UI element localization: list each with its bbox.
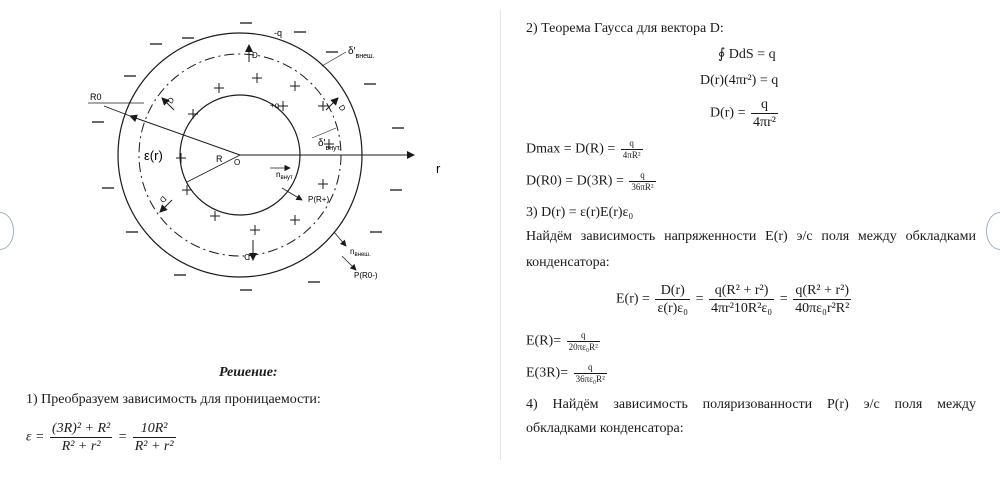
eq1-frac1 [50,420,112,455]
ER-formula [526,330,602,353]
E3R-frac [574,362,607,385]
Er-f2-num: q(R² + r²) [709,282,774,300]
dmax-den: 4πR² [622,150,641,160]
dr0-den: 36πR² [631,182,654,192]
pos-q-label: +q [270,101,280,110]
gauss3-num: q [751,96,778,114]
dr0-lhs: D(R0) = D(3R) = [526,173,624,189]
O-label: O [234,158,241,167]
gauss-eq3 [710,96,780,131]
n-inner-label: $n_{внут}$ [276,170,293,181]
Er-f3-num: q(R² + r²) [793,282,851,300]
delta-outer-leader [322,52,346,66]
E3R-lhs: E(3R)= [526,365,569,381]
find-P-line1: 4) Найдём зависимость поляризованности P(r) э/с поля между [526,397,976,412]
gauss3-frac [751,96,778,131]
D-label-upperleft: D [165,95,177,106]
step3-text: 3) D(r) = ε(r)E(r)ε₀ [526,205,634,220]
D-label-upperright: D [336,103,348,113]
D-label-bottom: D [244,252,250,261]
R0-label: R0 [90,92,102,102]
eq1-formula [26,420,178,455]
eq1-lhs: ε = [26,429,45,445]
eq1-frac2 [133,420,176,455]
dmax-formula [526,138,645,161]
D-label-top: D [252,51,258,60]
capacitor-diagram [64,20,494,320]
n-outer-arrow [334,232,346,246]
R-label: R [216,154,223,164]
right-page [520,0,980,477]
ER-lhs: E(R)= [526,333,562,349]
P-R0-label: P(R0-) [354,271,378,280]
n-outer-label: $n_{внеш.}$ [350,247,371,258]
dmax-num: q [621,138,643,150]
find-P-line2: обкладками конденсатора: [526,421,684,436]
dr0-frac [629,170,655,193]
E3R-formula [526,362,609,385]
dmax-frac [621,138,643,161]
E3R-den: 36πε₀R² [575,374,605,384]
gauss3-den: 4πr² [753,115,776,130]
prev-page-button[interactable] [0,212,14,250]
eq1-den2: R² + r² [134,439,174,454]
Er-f1-den: ε(r)ε₀ [657,301,689,316]
find-E-line2: конденсатора: [526,255,610,270]
next-page-button[interactable] [986,212,1000,250]
gauss-eq1: ∮ DdS = q [718,47,776,62]
step1-text: 1) Преобразуем зависимость для проницаемости: [26,392,321,407]
dr0-formula [526,170,658,193]
delta-inner-leader [312,128,336,138]
ER-den: 20πε₀R² [568,342,598,352]
r-axis-label: r [436,161,441,176]
Er-eq2: = [779,291,788,307]
Er-f2-den: 4πr²10R²ε₀ [710,301,773,316]
left-page [14,0,494,477]
step2-text: 2) Теорема Гаусса для вектора D: [526,21,724,36]
dr0-num: q [629,170,655,182]
neg-q-label: -q [274,28,283,38]
dmax-lhs: Dmax = D(R) = [526,141,616,157]
D-arrow-upperright [326,98,338,110]
eq1-num1: (3R)² + R² [51,421,111,436]
gauss-eq2: D(r)(4πr²) = q [700,73,779,88]
Er-f1-num: D(r) [655,282,690,300]
R-radius [187,155,240,182]
Er-eq1: = [695,291,704,307]
eq1-eq: = [117,429,128,445]
Er-lhs: E(r) = [616,291,650,307]
eq1-num2: 10R² [133,420,176,438]
solution-heading: Решение: [219,365,278,380]
eq1-den1: R² + r² [61,439,101,454]
Er-f3-den: 40πε₀r²R² [795,301,850,316]
Er-frac2 [709,282,774,317]
Er-formula [616,282,853,317]
Er-frac1 [655,282,690,317]
ER-frac [567,330,600,353]
gauss3-lhs: D(r) = [710,105,746,121]
delta-inner-label: $\delta'_{внут.}$ [318,138,341,152]
E3R-num: q [574,362,607,374]
Er-frac3 [793,282,851,317]
find-E-line1: Найдём зависимость напряженности E(r) э/с поля между обкладками [526,229,976,244]
eps-label: ε(r) [144,148,163,163]
ER-num: q [567,330,600,342]
D-label-lowerleft: D [157,194,169,205]
P-R0-arrow [342,256,356,270]
P-R-label: P(R+) [308,195,330,204]
delta-outer-label: $\delta'_{внеш.}$ [348,46,375,60]
page-divider [500,10,501,460]
